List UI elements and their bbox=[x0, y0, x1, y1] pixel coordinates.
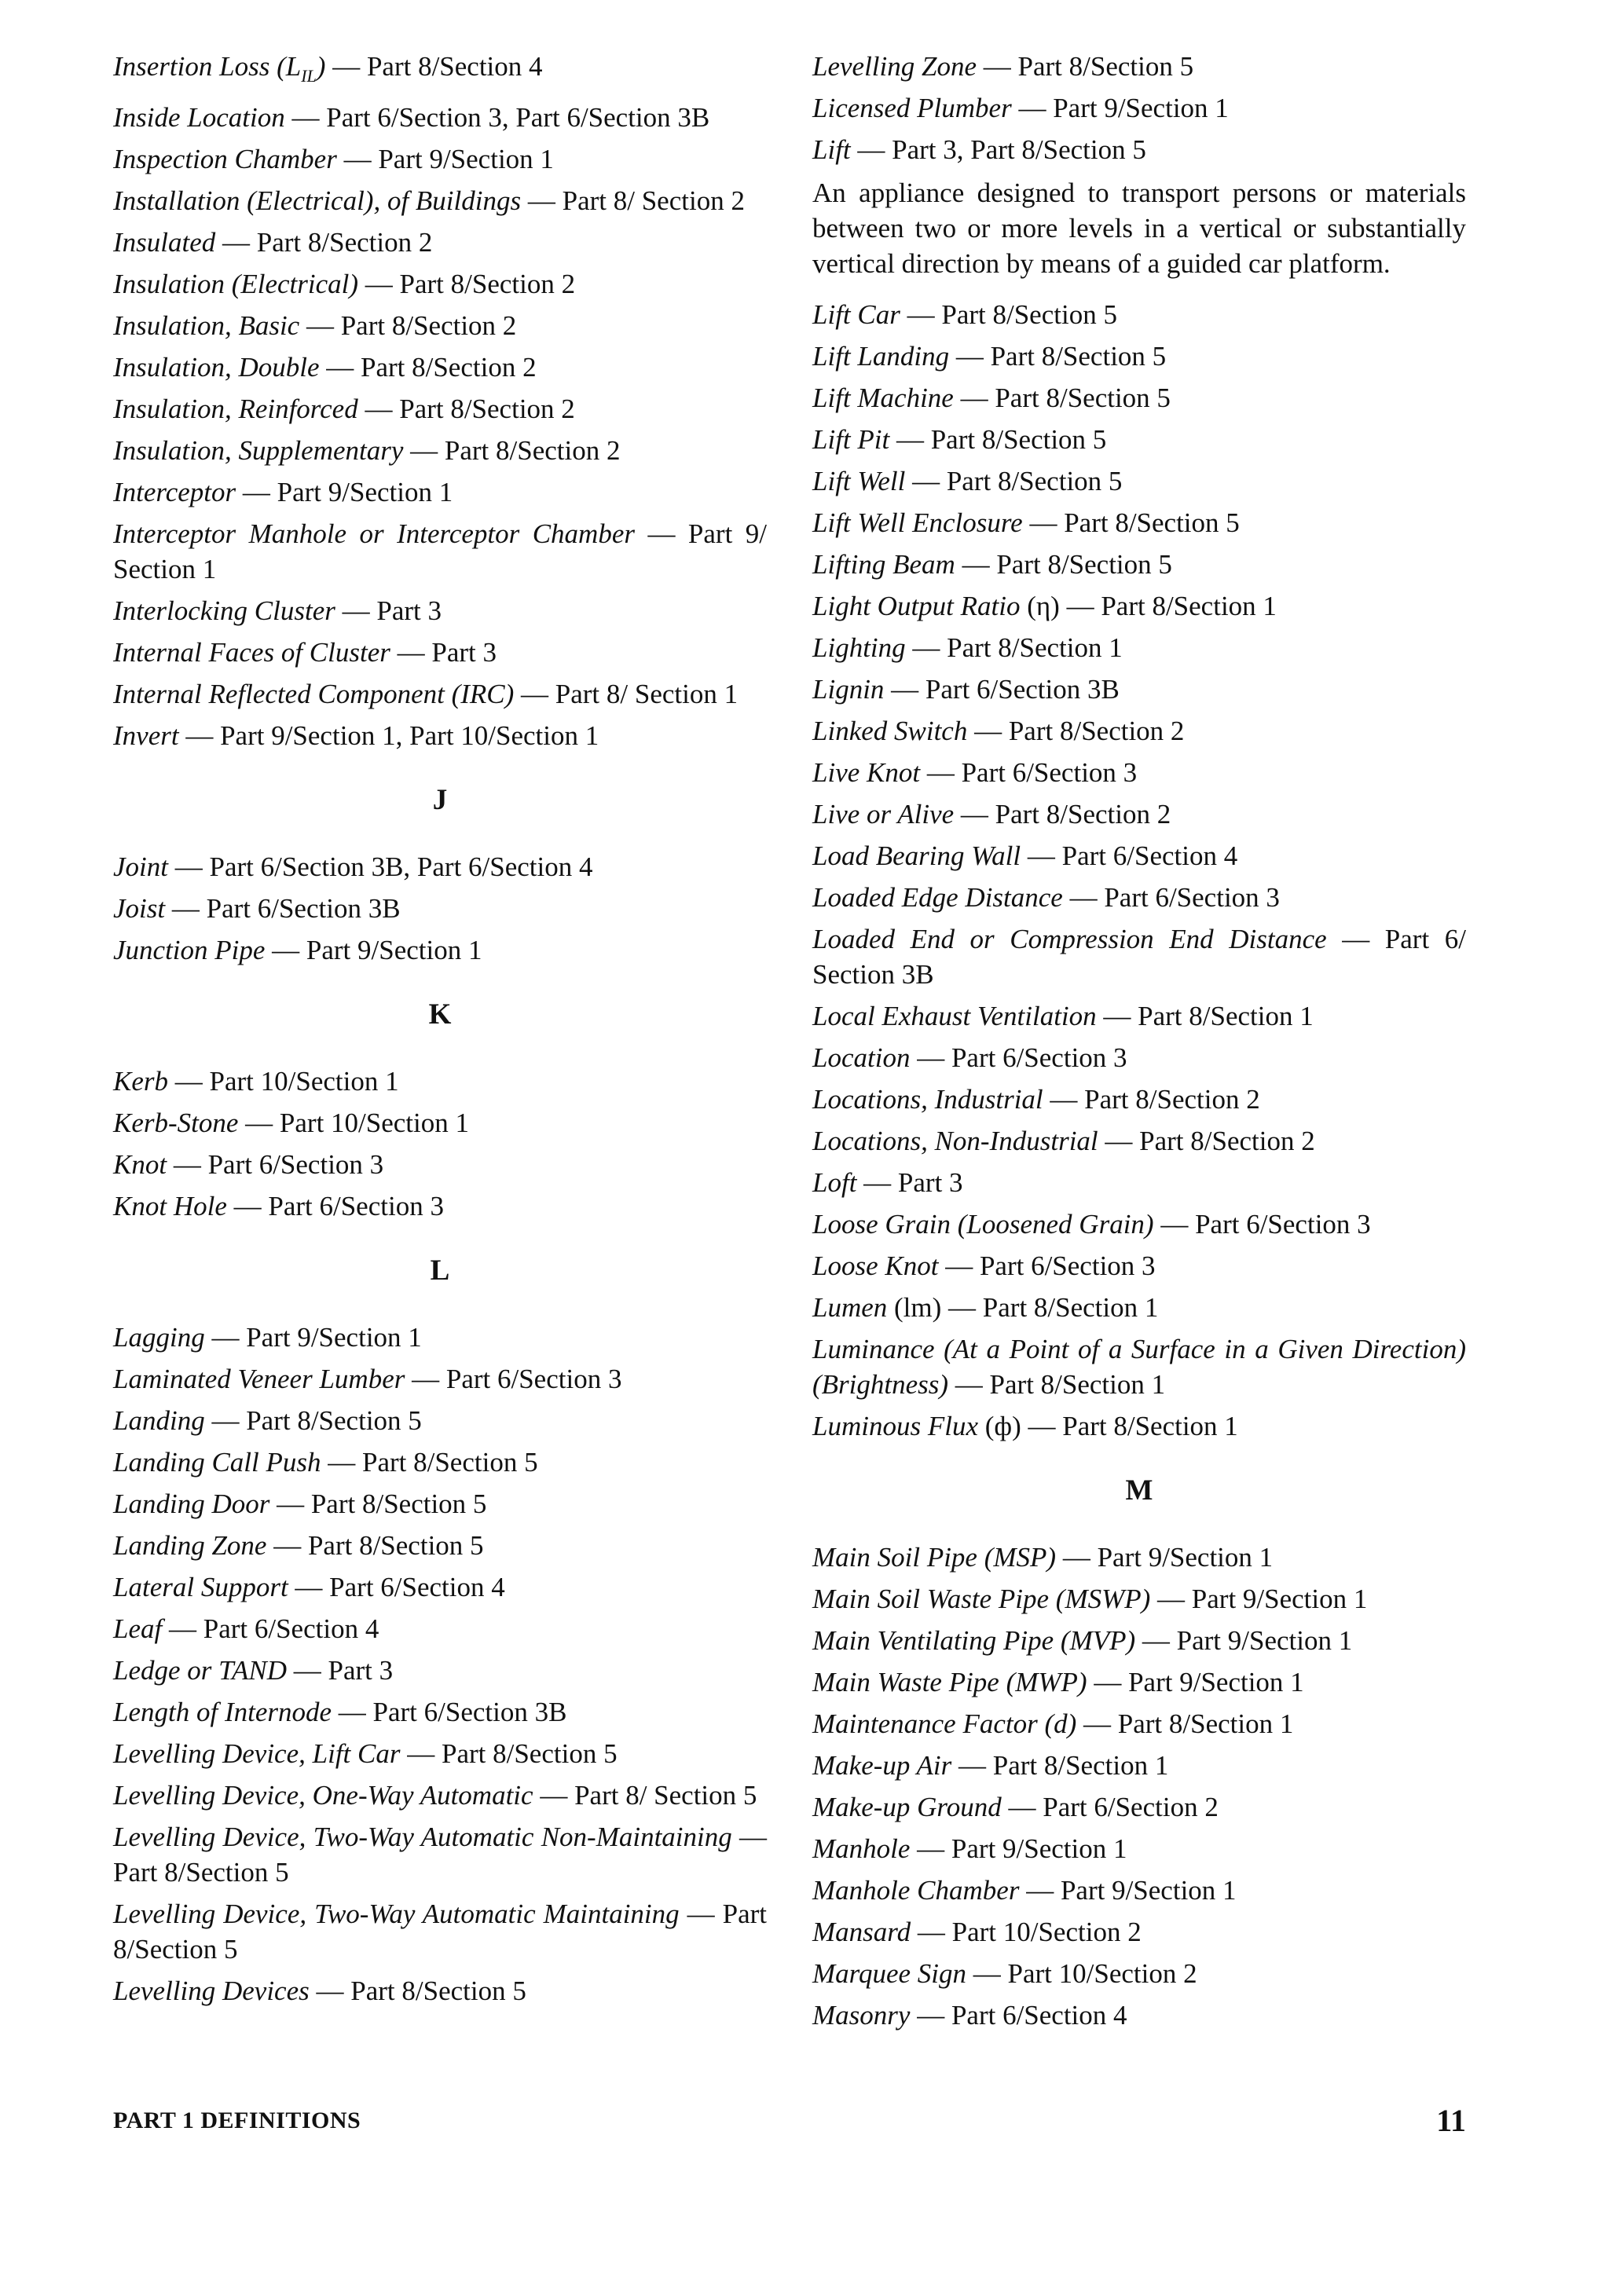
index-term: Junction Pipe bbox=[113, 935, 266, 965]
index-term: Lift Machine bbox=[812, 383, 954, 413]
index-entry bbox=[812, 1082, 1466, 1117]
index-reference: — Part 9/Section 1 bbox=[1011, 93, 1229, 123]
index-entry bbox=[113, 266, 767, 302]
index-reference: — Part 9/ Section 1 bbox=[113, 518, 767, 584]
index-entry bbox=[812, 1789, 1466, 1825]
index-entry bbox=[812, 547, 1466, 582]
index-term: Lignin bbox=[812, 674, 885, 705]
index-reference: — Part 8/ Section 5 bbox=[533, 1780, 757, 1811]
index-reference: — Part 6/Section 3 bbox=[405, 1364, 622, 1394]
index-reference: — Part 6/Section 3B, Part 6/Section 4 bbox=[167, 851, 593, 882]
index-term: Kerb bbox=[113, 1066, 168, 1097]
index-reference: — Part 8/Section 2 bbox=[358, 269, 576, 299]
index-entry bbox=[113, 1778, 767, 1813]
index-reference: — Part 8/Section 1 bbox=[1076, 1708, 1294, 1739]
footer-part-title: PART 1 DEFINITIONS bbox=[113, 2107, 361, 2133]
index-term: Locations, Industrial bbox=[812, 1084, 1043, 1115]
index-entry bbox=[812, 755, 1466, 790]
index-entry bbox=[812, 339, 1466, 374]
section-letter-heading: L bbox=[430, 1254, 450, 1287]
index-term: Insulation, Reinforced bbox=[113, 394, 358, 424]
index-entry bbox=[113, 391, 767, 427]
index-reference: — Part 9/Section 1 bbox=[265, 935, 482, 965]
index-reference: — Part 8/Section 5 bbox=[400, 1738, 618, 1769]
index-reference: — Part 8/ Section 2 bbox=[521, 185, 745, 216]
index-reference: — Part 6/Section 4 bbox=[1021, 840, 1238, 871]
index-entry bbox=[113, 308, 767, 343]
index-term: Manhole Chamber bbox=[812, 1875, 1020, 1906]
index-entry bbox=[113, 1528, 767, 1563]
index-term: Knot Hole bbox=[113, 1191, 227, 1221]
index-entry bbox=[812, 998, 1466, 1034]
index-term: Lighting bbox=[812, 632, 906, 663]
index-entry bbox=[113, 350, 767, 385]
index-entry bbox=[812, 90, 1466, 126]
index-reference: — Part 6/Section 3B bbox=[165, 893, 401, 924]
index-reference: — Part 8/Section 5 bbox=[977, 51, 1194, 82]
index-term: Manhole bbox=[812, 1833, 911, 1864]
index-reference: — Part 10/Section 2 bbox=[966, 1958, 1197, 1989]
index-term: Knot bbox=[113, 1149, 167, 1180]
index-entry bbox=[113, 593, 767, 628]
index-entry bbox=[812, 921, 1466, 992]
index-entry bbox=[113, 1611, 767, 1646]
index-entry bbox=[113, 433, 767, 468]
index-entry bbox=[812, 1290, 1466, 1325]
index-entry bbox=[113, 849, 767, 884]
index-reference: — Part 8/Section 1 bbox=[905, 632, 1123, 663]
index-term: Ledge or TAND bbox=[113, 1655, 288, 1686]
index-entry bbox=[113, 718, 767, 753]
index-term: Loose Knot bbox=[812, 1251, 939, 1281]
index-reference: — Part 8/Section 5 bbox=[113, 1822, 767, 1888]
index-term: Invert bbox=[113, 720, 179, 751]
index-term: Landing Door bbox=[113, 1489, 270, 1519]
index-entry bbox=[812, 49, 1466, 84]
index-entry bbox=[812, 713, 1466, 749]
index-term: Internal Faces of Cluster bbox=[113, 637, 390, 668]
index-entry bbox=[113, 1819, 767, 1890]
index-reference: — Part 8/Section 5 bbox=[900, 299, 1117, 330]
index-term: Mansard bbox=[812, 1917, 911, 1947]
index-term: Joint bbox=[113, 851, 168, 882]
index-term: Joist bbox=[113, 893, 166, 924]
index-reference: — Part 3 bbox=[335, 595, 442, 626]
index-entry bbox=[812, 1623, 1466, 1658]
section-letter-heading: M bbox=[1125, 1474, 1153, 1507]
index-entry bbox=[812, 1706, 1466, 1741]
index-term: Levelling Devices bbox=[113, 1976, 310, 2006]
index-term: Lift bbox=[812, 134, 851, 165]
index-term: Leaf bbox=[113, 1613, 163, 1644]
index-term: Lift Well Enclosure bbox=[812, 507, 1023, 538]
index-reference: — Part 8/Section 2 bbox=[1098, 1126, 1315, 1156]
index-entry bbox=[113, 1569, 767, 1605]
index-term: Lift Landing bbox=[812, 341, 950, 372]
index-reference: — Part 3 bbox=[390, 637, 497, 668]
index-reference: — Part 6/Section 3B bbox=[884, 674, 1120, 705]
index-reference: — Part 8/Section 2 bbox=[1043, 1084, 1260, 1115]
index-entry bbox=[113, 1736, 767, 1771]
index-term: Local Exhaust Ventilation bbox=[812, 1001, 1097, 1031]
index-term: Insulation (Electrical) bbox=[113, 269, 359, 299]
index-entry bbox=[113, 225, 767, 260]
index-term: Kerb-Stone bbox=[113, 1108, 239, 1138]
index-entry bbox=[812, 1123, 1466, 1159]
index-term: Luminous Flux bbox=[812, 1411, 978, 1441]
index-entry bbox=[113, 635, 767, 670]
index-reference: — Part 8/Section 5 bbox=[905, 466, 1123, 496]
index-reference: — Part 6/Section 3 bbox=[167, 1149, 384, 1180]
index-entry bbox=[812, 1831, 1466, 1866]
index-reference: — Part 9/Section 1, Part 10/Section 1 bbox=[178, 720, 599, 751]
index-term: Main Soil Waste Pipe (MSWP) bbox=[812, 1584, 1151, 1614]
index-term: Linked Switch bbox=[812, 716, 968, 746]
index-entry bbox=[113, 1320, 767, 1355]
left-column bbox=[113, 49, 767, 2015]
definition-text: An appliance designed to transport persons or materials between two or more levels in a vertical or substantially vertical direction by means of a guided car platform. bbox=[812, 178, 1466, 279]
index-reference: — Part 3 bbox=[856, 1167, 963, 1198]
index-term: Installation (Electrical), of Buildings bbox=[113, 185, 522, 216]
index-reference: — Part 8/Section 5 bbox=[321, 1447, 538, 1478]
index-term: Internal Reflected Component (IRC) bbox=[113, 679, 515, 709]
index-reference: — Part 8/Section 1 bbox=[948, 1369, 1166, 1400]
index-reference: — Part 6/Section 3 bbox=[910, 1042, 1127, 1073]
index-entry bbox=[812, 380, 1466, 416]
index-term: Loft bbox=[812, 1167, 857, 1198]
index-term: Loaded Edge Distance bbox=[812, 882, 1063, 913]
index-term-subscript: IL bbox=[301, 66, 317, 86]
index-entry bbox=[113, 676, 767, 712]
index-term: Locations, Non-Industrial bbox=[812, 1126, 1098, 1156]
index-entry bbox=[113, 474, 767, 510]
index-entry bbox=[113, 1188, 767, 1224]
index-term: Inside Location bbox=[113, 102, 285, 133]
index-term: Maintenance Factor (d) bbox=[812, 1708, 1077, 1739]
index-term: Levelling Device, Two-Way Automatic Non-Maintaining bbox=[113, 1822, 732, 1852]
index-entry bbox=[812, 1331, 1466, 1402]
index-term: Make-up Ground bbox=[812, 1792, 1002, 1822]
index-term: Live or Alive bbox=[812, 799, 955, 829]
index-entry bbox=[113, 1973, 767, 2009]
index-entry bbox=[113, 1896, 767, 1967]
index-reference: (lm) — Part 8/Section 1 bbox=[887, 1292, 1159, 1323]
index-term: Lifting Beam bbox=[812, 549, 955, 580]
index-reference: — Part 10/Section 1 bbox=[168, 1066, 399, 1097]
index-entry bbox=[113, 49, 767, 93]
index-term: Make-up Air bbox=[812, 1750, 952, 1781]
index-reference: — Part 6/ Section 3B bbox=[812, 924, 1466, 990]
index-reference: — Part 9/Section 1 bbox=[236, 477, 453, 507]
index-entry bbox=[113, 1064, 767, 1099]
index-term: Length of Internode bbox=[113, 1697, 332, 1727]
index-term: Levelling Device, Lift Car bbox=[113, 1738, 401, 1769]
index-entry bbox=[812, 838, 1466, 873]
index-term: Interlocking Cluster bbox=[113, 595, 335, 626]
index-entry bbox=[812, 1914, 1466, 1950]
index-reference: — Part 3, Part 8/Section 5 bbox=[850, 134, 1146, 165]
index-reference: — Part 8/Section 5 bbox=[949, 341, 1167, 372]
index-reference: — Part 9/Section 1 bbox=[1056, 1542, 1274, 1573]
index-term: Landing Call Push bbox=[113, 1447, 321, 1478]
index-entry bbox=[812, 1664, 1466, 1700]
index-entry bbox=[113, 516, 767, 587]
index-term: Main Waste Pipe (MWP) bbox=[812, 1667, 1087, 1697]
index-reference: — Part 8/Section 5 bbox=[889, 424, 1107, 455]
index-term: Licensed Plumber bbox=[812, 93, 1012, 123]
index-term: Masonry bbox=[812, 2000, 911, 2031]
index-reference: — Part 8/Section 4 bbox=[325, 51, 543, 82]
index-entry bbox=[113, 1445, 767, 1480]
index-term: Insulation, Supplementary bbox=[113, 435, 404, 466]
index-entry bbox=[812, 1165, 1466, 1200]
index-term: Lift Car bbox=[812, 299, 900, 330]
index-term: Lift Well bbox=[812, 466, 906, 496]
index-reference: — Part 9/Section 1 bbox=[1150, 1584, 1368, 1614]
index-term: Location bbox=[812, 1042, 911, 1073]
index-term: Levelling Device, One-Way Automatic bbox=[113, 1780, 533, 1811]
index-reference: — Part 8/Section 2 bbox=[357, 394, 575, 424]
right-column bbox=[812, 49, 1466, 2039]
index-reference: — Part 8/Section 5 bbox=[113, 1899, 767, 1965]
index-entry bbox=[812, 630, 1466, 665]
index-entry bbox=[812, 132, 1466, 167]
index-term: Main Ventilating Pipe (MVP) bbox=[812, 1625, 1136, 1656]
index-reference: — Part 6/Section 2 bbox=[1001, 1792, 1219, 1822]
index-reference: (ф) — Part 8/Section 1 bbox=[977, 1411, 1238, 1441]
index-reference: — Part 8/Section 2 bbox=[954, 799, 1171, 829]
index-term: Live Knot bbox=[812, 757, 921, 788]
index-reference: — Part 8/Section 5 bbox=[955, 549, 1172, 580]
index-term-tail: ) bbox=[316, 51, 326, 82]
index-entry bbox=[812, 796, 1466, 832]
index-term: Insulation, Basic bbox=[113, 310, 300, 341]
index-term: Luminance (At a Point of a Surface in a Given Direction) (Brightness) bbox=[812, 1334, 1466, 1400]
index-reference: — Part 6/Section 4 bbox=[288, 1572, 505, 1602]
index-reference: — Part 9/Section 1 bbox=[1019, 1875, 1237, 1906]
index-entry bbox=[113, 891, 767, 926]
index-reference: — Part 8/Section 5 bbox=[309, 1976, 526, 2006]
index-entry bbox=[113, 183, 767, 218]
index-reference: — Part 10/Section 1 bbox=[238, 1108, 470, 1138]
index-term: Interceptor Manhole or Interceptor Chamber bbox=[113, 518, 635, 549]
index-entry bbox=[812, 1248, 1466, 1283]
index-reference: — Part 3 bbox=[287, 1655, 394, 1686]
index-reference: — Part 6/Section 4 bbox=[162, 1613, 379, 1644]
index-reference: — Part 6/Section 3 bbox=[938, 1251, 1156, 1281]
index-entry bbox=[812, 1581, 1466, 1617]
index-entry bbox=[812, 1207, 1466, 1242]
index-reference: — Part 6/Section 3 bbox=[1062, 882, 1280, 913]
index-reference: — Part 8/ Section 1 bbox=[514, 679, 739, 709]
index-entry bbox=[812, 1748, 1466, 1783]
index-reference: — Part 10/Section 2 bbox=[911, 1917, 1142, 1947]
index-reference: — Part 9/Section 1 bbox=[1087, 1667, 1304, 1697]
index-entry bbox=[812, 1873, 1466, 1908]
index-entry bbox=[113, 1653, 767, 1688]
index-term: Light Output Ratio bbox=[812, 591, 1021, 621]
index-reference: — Part 6/Section 4 bbox=[910, 2000, 1127, 2031]
index-term: Main Soil Pipe (MSP) bbox=[812, 1542, 1057, 1573]
index-reference: — Part 8/Section 1 bbox=[1096, 1001, 1314, 1031]
index-term: Insertion Loss (L bbox=[113, 51, 302, 82]
index-reference: — Part 8/Section 5 bbox=[269, 1489, 487, 1519]
index-entry bbox=[812, 880, 1466, 915]
page-number: 11 bbox=[1436, 2103, 1466, 2138]
index-reference: — Part 8/Section 2 bbox=[215, 227, 433, 258]
index-entry bbox=[812, 463, 1466, 499]
index-reference: — Part 8/Section 1 bbox=[951, 1750, 1169, 1781]
index-term: Levelling Zone bbox=[812, 51, 977, 82]
index-term: Marquee Sign bbox=[812, 1958, 967, 1989]
index-entry bbox=[812, 1540, 1466, 1575]
index-reference: — Part 6/Section 3 bbox=[226, 1191, 444, 1221]
index-term: Insulated bbox=[113, 227, 216, 258]
index-reference: — Part 8/Section 5 bbox=[204, 1405, 422, 1436]
index-reference: — Part 9/Section 1 bbox=[910, 1833, 1127, 1864]
index-entry bbox=[812, 588, 1466, 624]
index-reference: — Part 6/Section 3, Part 6/Section 3B bbox=[284, 102, 710, 133]
index-reference: — Part 6/Section 3 bbox=[1153, 1209, 1371, 1240]
index-reference: — Part 8/Section 2 bbox=[403, 435, 621, 466]
index-term: Insulation, Double bbox=[113, 352, 320, 383]
index-entry bbox=[812, 422, 1466, 457]
index-term: Landing bbox=[113, 1405, 205, 1436]
index-reference: — Part 8/Section 5 bbox=[953, 383, 1171, 413]
index-term: Inspection Chamber bbox=[113, 144, 337, 174]
index-entry bbox=[812, 297, 1466, 332]
index-term: Lagging bbox=[113, 1322, 205, 1353]
index-entry bbox=[812, 505, 1466, 540]
section-letter-heading: J bbox=[432, 784, 448, 816]
index-reference: — Part 8/Section 5 bbox=[1022, 507, 1240, 538]
index-entry bbox=[113, 1403, 767, 1438]
index-entry bbox=[812, 1408, 1466, 1444]
index-entry bbox=[812, 1040, 1466, 1075]
index-reference: (η) — Part 8/Section 1 bbox=[1020, 591, 1277, 621]
index-reference: — Part 9/Section 1 bbox=[204, 1322, 422, 1353]
index-entry bbox=[113, 141, 767, 177]
index-term: Lift Pit bbox=[812, 424, 890, 455]
index-entry bbox=[113, 1486, 767, 1522]
index-entry bbox=[113, 932, 767, 968]
index-entry bbox=[812, 1956, 1466, 1991]
index-entry bbox=[812, 1998, 1466, 2033]
index-term: Load Bearing Wall bbox=[812, 840, 1021, 871]
index-reference: — Part 8/Section 2 bbox=[967, 716, 1185, 746]
index-reference: — Part 8/Section 2 bbox=[319, 352, 537, 383]
index-reference: — Part 9/Section 1 bbox=[336, 144, 554, 174]
index-term: Loaded End or Compression End Distance bbox=[812, 924, 1327, 954]
index-term: Laminated Veneer Lumber bbox=[113, 1364, 405, 1394]
index-entry bbox=[113, 1147, 767, 1182]
index-entry bbox=[113, 100, 767, 135]
index-entry bbox=[113, 1105, 767, 1141]
index-entry bbox=[113, 1361, 767, 1397]
index-reference: — Part 6/Section 3B bbox=[332, 1697, 567, 1727]
index-term: Lateral Support bbox=[113, 1572, 288, 1602]
index-entry bbox=[812, 672, 1466, 707]
index-reference: — Part 8/Section 2 bbox=[299, 310, 517, 341]
section-letter-heading: K bbox=[428, 998, 452, 1031]
index-term: Interceptor bbox=[113, 477, 236, 507]
index-reference: — Part 9/Section 1 bbox=[1135, 1625, 1353, 1656]
index-term: Loose Grain (Loosened Grain) bbox=[812, 1209, 1154, 1240]
index-reference: — Part 6/Section 3 bbox=[920, 757, 1138, 788]
index-reference: — Part 8/Section 5 bbox=[266, 1530, 484, 1561]
index-entry bbox=[113, 1694, 767, 1730]
index-term: Lumen bbox=[812, 1292, 888, 1323]
index-term: Levelling Device, Two-Way Automatic Maintaining bbox=[113, 1899, 680, 1929]
index-term: Landing Zone bbox=[113, 1530, 267, 1561]
